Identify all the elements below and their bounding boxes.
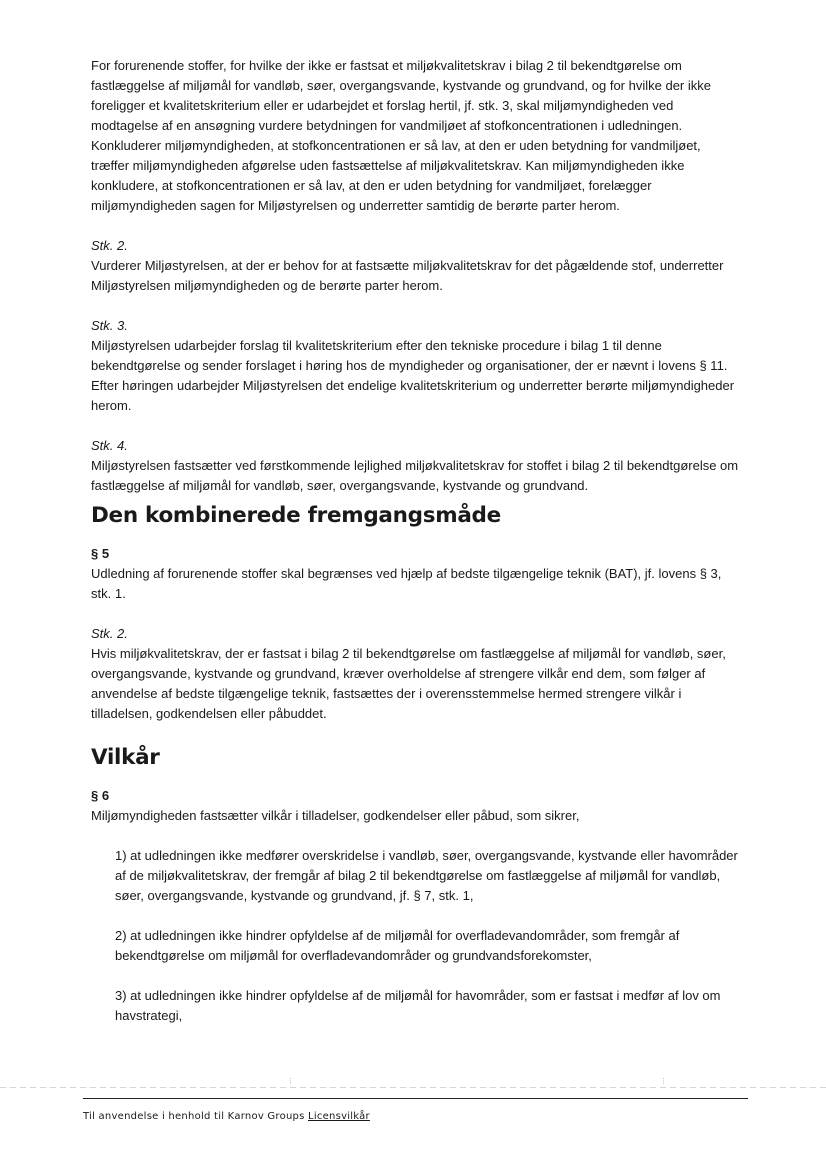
stk-4-text: Miljøstyrelsen fastsætter ved førstkommende lejlighed miljøkvalitetskrav for stoffet i bilag 2 til bekendtgørelse om fastlæggelse af miljømål for vandløb, søer, overgangsvande, kystvande og grundvand.	[91, 458, 739, 493]
stk-4-label: Stk. 4.	[91, 438, 128, 453]
scan-artifact-mark: ⋮	[660, 1077, 667, 1085]
paragraph-6-list	[91, 846, 741, 1026]
paragraph-6-block	[91, 786, 741, 826]
document-body	[91, 56, 741, 1046]
scan-artifact-line	[0, 1087, 826, 1088]
stk-4-block	[91, 436, 741, 496]
footer-divider	[83, 1098, 748, 1099]
license-terms-link[interactable]: Licensvilkår	[308, 1111, 370, 1122]
paragraph-6-text: Miljømyndigheden fastsætter vilkår i tilladelser, godkendelser eller påbud, som sikrer,	[91, 808, 580, 823]
stk-3-text: Miljøstyrelsen udarbejder forslag til kvalitetskriterium efter den tekniske procedure i bilag 1 til denne bekendtgørelse og sender forslaget i høring hos de myndigheder og organisationer, der er nævnt i lovens § 11. Efter høringen udarbejder Miljøstyrelsen det endelige kvalitetskriterium og underretter berørte miljømyndigheder herom.	[91, 338, 735, 413]
paragraph-5-label: § 5	[91, 546, 110, 561]
paragraph-6-label: § 6	[91, 788, 110, 803]
stk-2-label: Stk. 2.	[91, 238, 128, 253]
stk-3-block	[91, 316, 741, 416]
paragraph-5-block	[91, 544, 741, 604]
list-item: 3) at udledningen ikke hindrer opfyldelse af de miljømål for havområder, som er fastsat i medfør af lov om havstrategi,	[115, 988, 721, 1023]
scan-artifact-mark: ⋮	[287, 1077, 294, 1085]
intro-paragraph: For forurenende stoffer, for hvilke der ikke er fastsat et miljøkvalitetskrav i bilag 2 til bekendtgørelse om fastlæggelse af miljømål for vandløb, søer, overgangsvande, kystvande og grundvand, og for hvilke der ikke foreligger et kvalitetskriterium eller er udarbejdet et forslag hertil, jf. stk. 3, skal miljømyndigheden ved modtagelse af en ansøgning vurdere betydningen for vandmiljøet af stofkoncentrationen i udledningen. Konkluderer miljømyndigheden, at stofkoncentrationen er så lav, at den er uden betydning for vandmiljøet, træffer miljømyndigheden afgørelse uden fastsættelse af miljøkvalitetskrav. Kan miljømyndigheden ikke konkludere, at stofkoncentrationen er så lav, at den er uden betydning for vandmiljøet, forelægger miljømyndigheden sagen for Miljøstyrelsen og underretter samtidig de berørte parter herom.	[91, 58, 711, 213]
section-heading-vilkar: Vilkår	[91, 745, 160, 770]
intro-paragraph-block	[91, 56, 741, 216]
stk-2-block	[91, 236, 741, 296]
paragraph-5-stk-2-label: Stk. 2.	[91, 626, 128, 641]
list-item: 1) at udledningen ikke medfører overskridelse i vandløb, søer, overgangsvande, kystvande eller havområder af de miljøkvalitetskrav, der fremgår af bilag 2 til bekendtgørelse om fastlæggelse af miljømål for vandløb, søer, overgangsvande, kystvande og grundvand, jf. § 7, stk. 1,	[115, 848, 738, 903]
stk-3-label: Stk. 3.	[91, 318, 128, 333]
footer	[83, 1110, 370, 1124]
footer-text: Til anvendelse i henhold til Karnov Groups	[83, 1111, 309, 1122]
section-heading-kombinerede: Den kombinerede fremgangsmåde	[91, 503, 501, 528]
paragraph-5-stk-2-text: Hvis miljøkvalitetskrav, der er fastsat i bilag 2 til bekendtgørelse om fastlæggelse af miljømål for vandløb, søer, overgangsvande, kystvande og grundvand, kræver overholdelse af strengere vilkår end dem, som følger af anvendelse af bedste tilgængelige teknik, fastsættes der i overensstemmelse hermed strengere vilkår i tilladelsen, godkendelsen eller påbuddet.	[91, 646, 726, 721]
paragraph-5-text: Udledning af forurenende stoffer skal begrænses ved hjælp af bedste tilgængelige teknik (BAT), jf. lovens § 3, stk. 1.	[91, 566, 722, 601]
stk-2-text: Vurderer Miljøstyrelsen, at der er behov for at fastsætte miljøkvalitetskrav for det pågældende stof, underretter Miljøstyrelsen miljømyndigheden og de berørte parter herom.	[91, 258, 724, 293]
list-item: 2) at udledningen ikke hindrer opfyldelse af de miljømål for overfladevandområder, som fremgår af bekendtgørelse om miljømål for overfladevandområder og grundvandsforekomster,	[115, 928, 680, 963]
paragraph-5-stk-2-block	[91, 624, 741, 724]
